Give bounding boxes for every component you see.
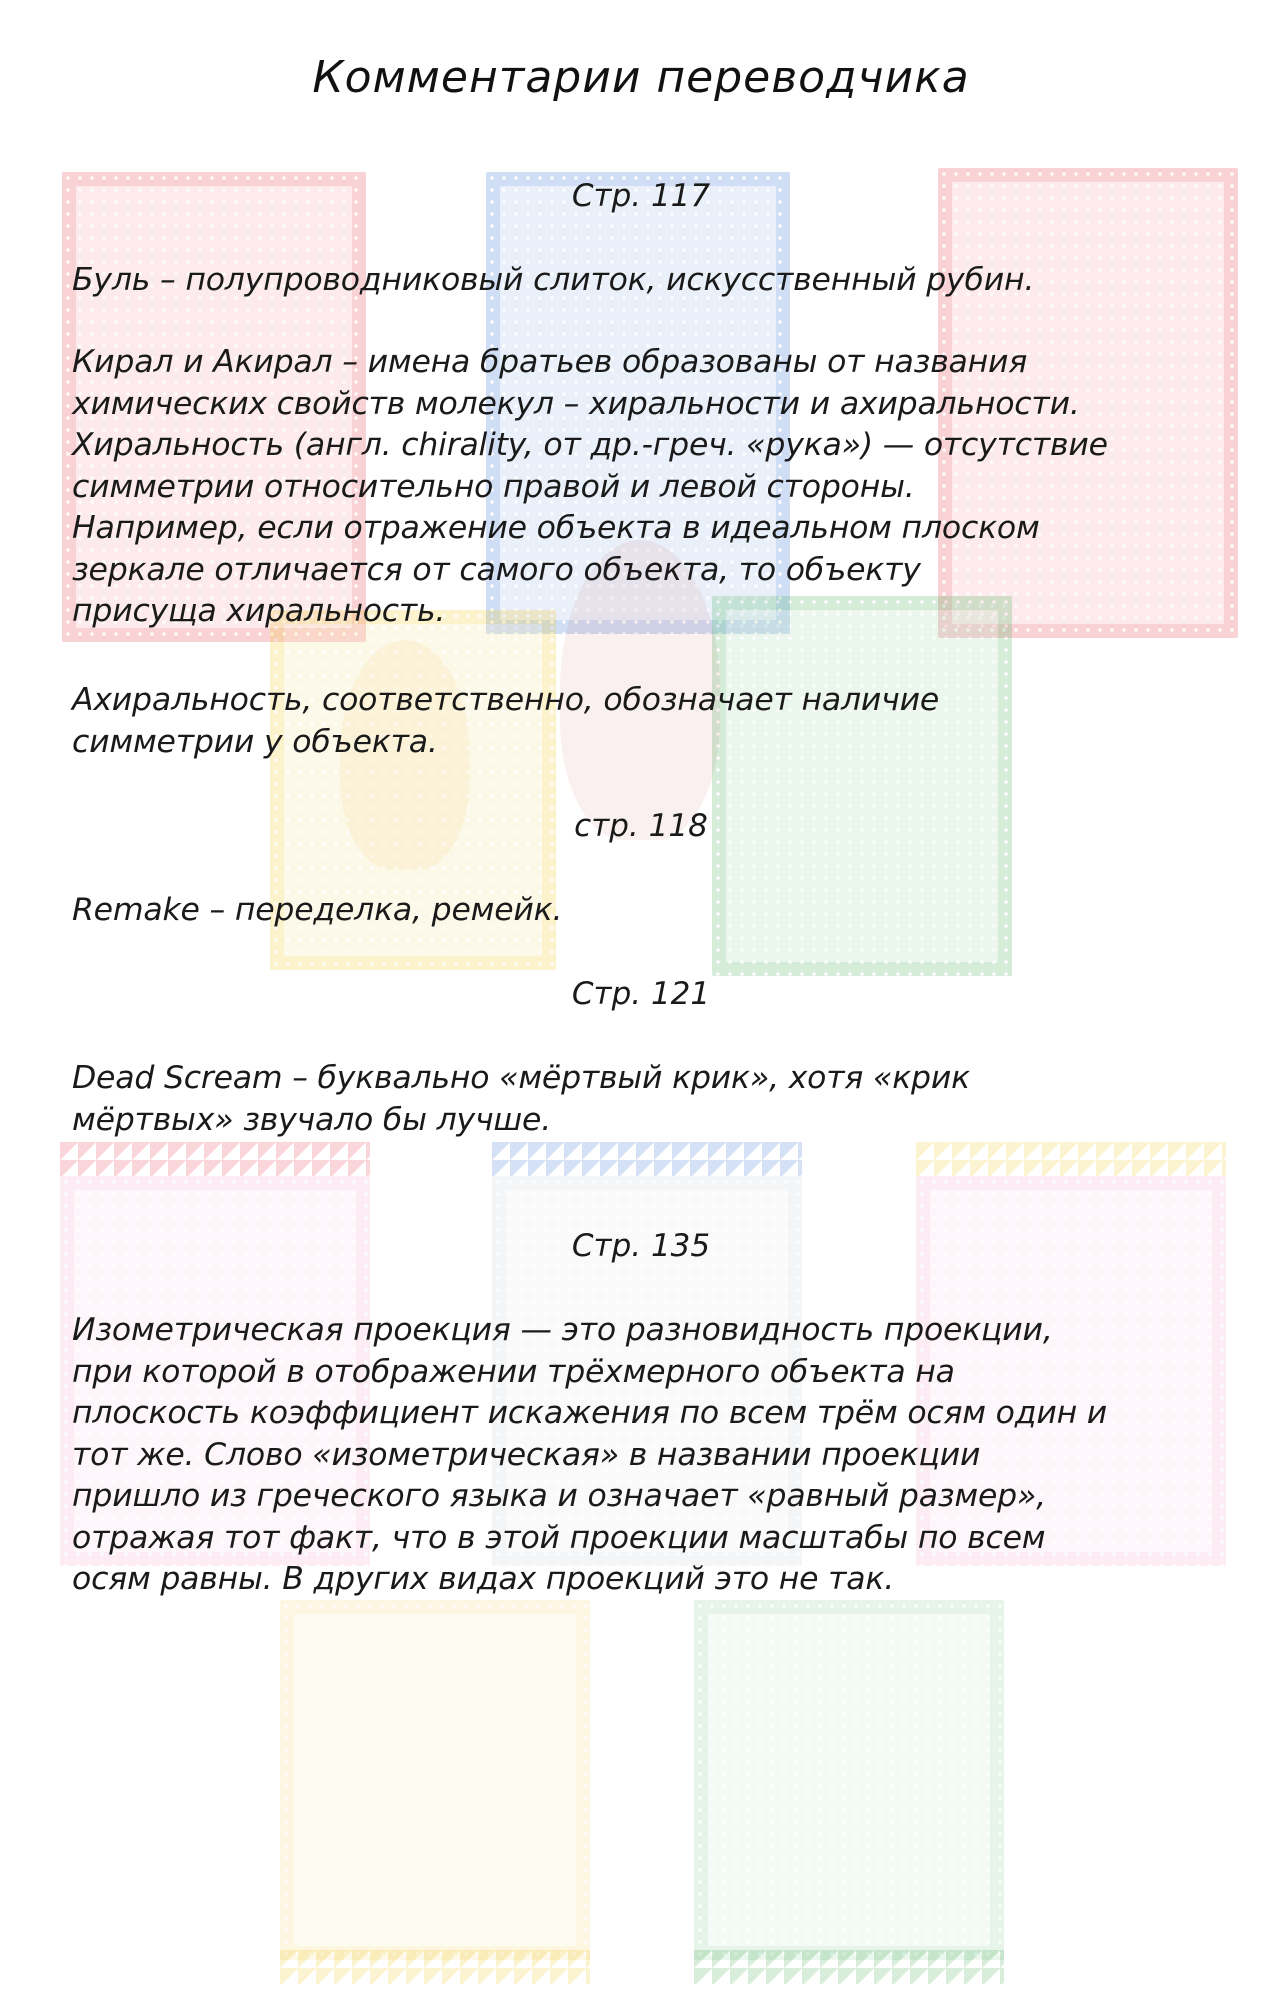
text-line: Буль – полупроводниковый слиток, искусственный рубин. [72, 262, 1035, 298]
note-paragraph [72, 680, 1222, 763]
background-card [280, 1600, 590, 1960]
text-line: мёртвых» звучало бы лучше. [72, 1101, 552, 1138]
background-card [694, 1600, 1004, 1960]
background-card-edge [694, 1950, 1004, 1984]
text-line: осям равны. В других видах проекций это не так. [72, 1561, 895, 1597]
page-reference: Стр. 121 [571, 976, 711, 1012]
page-title: Комментарии переводчика [312, 52, 970, 103]
text-line: Например, если отражение объекта в идеальном плоском [72, 510, 1040, 546]
text-line: присуща хиральность. [72, 593, 446, 629]
note-paragraph [72, 342, 1222, 633]
page-reference: Стр. 117 [571, 178, 711, 214]
background-card-edge [916, 1142, 1226, 1176]
text-line: при которой в отображении трёхмерного объекта на [72, 1353, 955, 1390]
text-line: Изометрическая проекция — это разновидность проекции, [72, 1312, 1053, 1348]
text-line: Remake – переделка, ремейк. [72, 892, 563, 928]
text-line: плоскость коэффициент искажения по всем трём осям один и [72, 1395, 1108, 1431]
text-line: зеркале отличается от самого объекта, то объекту [72, 551, 921, 588]
text-line: тот же. Слово «изометрическая» в названии проекции [72, 1436, 981, 1473]
background-card-edge [492, 1142, 802, 1176]
note-paragraph [72, 890, 1222, 932]
text-line: симметрии относительно правой и левой стороны. [72, 468, 915, 505]
note-paragraph [72, 1058, 1222, 1141]
background-card-edge [60, 1142, 370, 1176]
text-line: пришло из греческого языка и означает «равный размер», [72, 1478, 1046, 1514]
note-paragraph [72, 260, 1222, 302]
note-paragraph [72, 1310, 1222, 1601]
text-line: Кирал и Акирал – имена братьев образованы от названия [72, 344, 1028, 380]
background-card-edge [280, 1950, 590, 1984]
text-line: химических свойств молекул – хиральности и ахиральности. [72, 385, 1080, 422]
text-line: симметрии у объекта. [72, 723, 438, 760]
text-line: Ахиральность, соответственно, обозначает наличие [72, 682, 940, 718]
page-reference: Стр. 135 [571, 1228, 711, 1264]
text-line: отражая тот факт, что в этой проекции масштабы по всем [72, 1519, 1046, 1556]
page-reference: стр. 118 [574, 808, 708, 844]
text-line: Dead Scream – буквально «мёртвый крик», хотя «крик [72, 1060, 970, 1096]
text-line: Хиральность (англ. chirality, от др.-греч. «рука») — отсутствие [72, 427, 1108, 463]
